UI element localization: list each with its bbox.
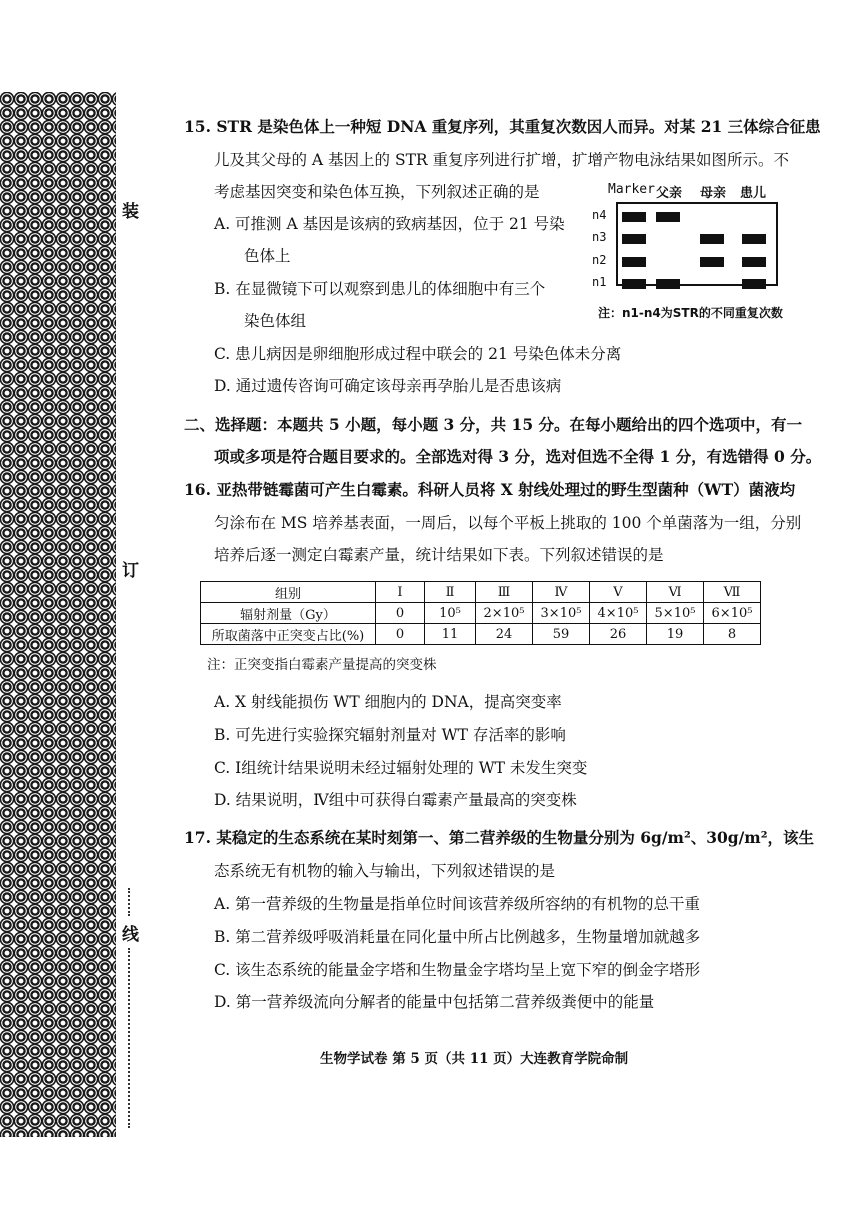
q17-option-a[interactable]: A. 第一营养级的生物量是指单位时间该营养级所容纳的有机物的总干重 xyxy=(214,895,701,913)
q17-stem-line1: 17. 某稳定的生态系统在某时刻第一、第二营养级的生物量分别为 6g/m²、30g/m²，该生 xyxy=(184,828,814,847)
table-header-cell: Ⅱ xyxy=(425,582,476,603)
gel-frame xyxy=(616,202,778,286)
table-cell: 3×10⁵ xyxy=(533,603,590,624)
q16-option-b[interactable]: B. 可先进行实验探究辐射剂量对 WT 存活率的影响 xyxy=(214,726,566,744)
table-cell: 26 xyxy=(590,624,647,645)
band-father-n4 xyxy=(656,212,680,222)
gel-label-child: 患儿 xyxy=(740,186,767,201)
table-header-group: 组别 xyxy=(201,582,376,603)
q16-stem-line2: 匀涂布在 MS 培养基表面，一周后，以每个平板上挑取的 100 个单菌落为一组，分别 xyxy=(214,514,802,532)
q16-option-a[interactable]: A. X 射线能损伤 WT 细胞内的 DNA，提高突变率 xyxy=(214,693,562,711)
gel-note: 注：n1-n4为STR的不同重复次数 xyxy=(598,306,783,320)
band-father-n1 xyxy=(656,279,680,289)
q17-option-b[interactable]: B. 第二营养级呼吸消耗量在同化量中所占比例越多，生物量增加就越多 xyxy=(214,928,701,946)
table-row xyxy=(201,603,761,624)
q15-option-d[interactable]: D. 通过遗传咨询可确定该母亲再孕胎儿是否患该病 xyxy=(214,377,562,395)
q16-option-d[interactable]: D. 结果说明，Ⅳ组中可获得白霉素产量最高的突变株 xyxy=(214,791,577,809)
table-header-cell: Ⅰ xyxy=(376,582,425,603)
table-header-cell: Ⅲ xyxy=(476,582,533,603)
q17-option-d[interactable]: D. 第一营养级流向分解者的能量中包括第二营养级粪便中的能量 xyxy=(214,993,655,1011)
q17-stem-line2: 态系统无有机物的输入与输出，下列叙述错误的是 xyxy=(214,862,556,880)
table-cell: 辐射剂量（Gy） xyxy=(201,603,376,624)
radiation-results-table xyxy=(200,581,761,645)
q17-option-c[interactable]: C. 该生态系统的能量金字塔和生物量金字塔均呈上宽下窄的倒金字塔形 xyxy=(214,961,701,979)
band-marker-n1 xyxy=(622,279,646,289)
band-marker-n3 xyxy=(622,234,646,244)
q15-option-a[interactable]: A. 可推测 A 基因是该病的致病基因，位于 21 号染 xyxy=(214,215,565,233)
gel-label-marker: Marker xyxy=(608,182,655,197)
binding-mark-ding: 订 xyxy=(122,561,139,581)
table-cell: 4×10⁵ xyxy=(590,603,647,624)
table-header-cell: Ⅶ xyxy=(704,582,761,603)
table-cell: 6×10⁵ xyxy=(704,603,761,624)
q15-option-b[interactable]: B. 在显微镜下可以观察到患儿的体细胞中有三个 xyxy=(214,280,546,298)
table-cell: 59 xyxy=(533,624,590,645)
q16-stem-line1: 16. 亚热带链霉菌可产生白霉素。科研人员将 X 射线处理过的野生型菌种（WT）菌液均 xyxy=(184,480,796,499)
table-cell: 8 xyxy=(704,624,761,645)
band-mother-n3 xyxy=(700,234,724,244)
table-cell: 2×10⁵ xyxy=(476,603,533,624)
gel-electrophoresis-figure xyxy=(590,180,786,330)
cut-line-lower xyxy=(128,948,130,1128)
cut-line-upper xyxy=(128,888,130,916)
gel-row-n1: n1 xyxy=(592,275,607,289)
table-cell: 5×10⁵ xyxy=(647,603,704,624)
binding-mark-xian: 线 xyxy=(122,925,139,945)
table-note: 注：正突变指白霉素产量提高的突变株 xyxy=(207,657,437,673)
section2-header-line1: 二、选择题：本题共 5 小题，每小题 3 分，共 15 分。在每小题给出的四个选项中，有一 xyxy=(184,415,803,434)
q15-option-c[interactable]: C. 患儿病因是卵细胞形成过程中联会的 21 号染色体未分离 xyxy=(214,345,622,363)
page-footer: 生物学试卷 第 5 页（共 11 页）大连教育学院命制 xyxy=(320,1051,629,1067)
table-cell: 11 xyxy=(425,624,476,645)
gel-row-n4: n4 xyxy=(592,208,607,222)
q15-stem-line2: 儿及其父母的 A 基因上的 STR 重复序列进行扩增，扩增产物电泳结果如图所示。不 xyxy=(214,151,790,169)
table-cell: 0 xyxy=(376,603,425,624)
section2-header-line2: 项或多项是符合题目要求的。全部选对得 3 分，选对但选不全得 1 分，有选错得 0 分。 xyxy=(214,447,822,466)
band-child-n2 xyxy=(742,257,766,267)
band-child-n3 xyxy=(742,234,766,244)
band-marker-n4 xyxy=(622,212,646,222)
gel-row-n2: n2 xyxy=(592,253,607,267)
table-header-cell: Ⅵ xyxy=(647,582,704,603)
table-cell: 10⁵ xyxy=(425,603,476,624)
band-mother-n2 xyxy=(700,257,724,267)
binding-mark-zhuang: 装 xyxy=(122,202,139,222)
q15-stem-line3: 考虑基因突变和染色体互换，下列叙述正确的是 xyxy=(214,183,540,201)
q16-stem-line3: 培养后逐一测定白霉素产量，统计结果如下表。下列叙述错误的是 xyxy=(214,546,664,564)
table-cell: 24 xyxy=(476,624,533,645)
band-marker-n2 xyxy=(622,257,646,267)
gel-label-father: 父亲 xyxy=(656,186,683,201)
gel-label-mother: 母亲 xyxy=(700,186,727,201)
q15-stem-line1: 15. STR 是染色体上一种短 DNA 重复序列，其重复次数因人而异。对某 21 三体综合征患 xyxy=(184,117,821,136)
band-child-n1 xyxy=(742,279,766,289)
table-cell: 19 xyxy=(647,624,704,645)
table-cell: 所取菌落中正突变占比(%) xyxy=(201,624,376,645)
gel-row-n3: n3 xyxy=(592,230,607,244)
q15-option-b-cont: 染色体组 xyxy=(244,312,307,330)
table-header-cell: Ⅴ xyxy=(590,582,647,603)
table-cell: 0 xyxy=(376,624,425,645)
q16-option-c[interactable]: C. Ⅰ组统计结果说明未经过辐射处理的 WT 未发生突变 xyxy=(214,759,588,777)
table-header-cell: Ⅳ xyxy=(533,582,590,603)
table-row xyxy=(201,624,761,645)
decorative-border-pattern xyxy=(0,92,116,1137)
q15-option-a-cont: 色体上 xyxy=(244,247,291,265)
table-row xyxy=(201,582,761,603)
